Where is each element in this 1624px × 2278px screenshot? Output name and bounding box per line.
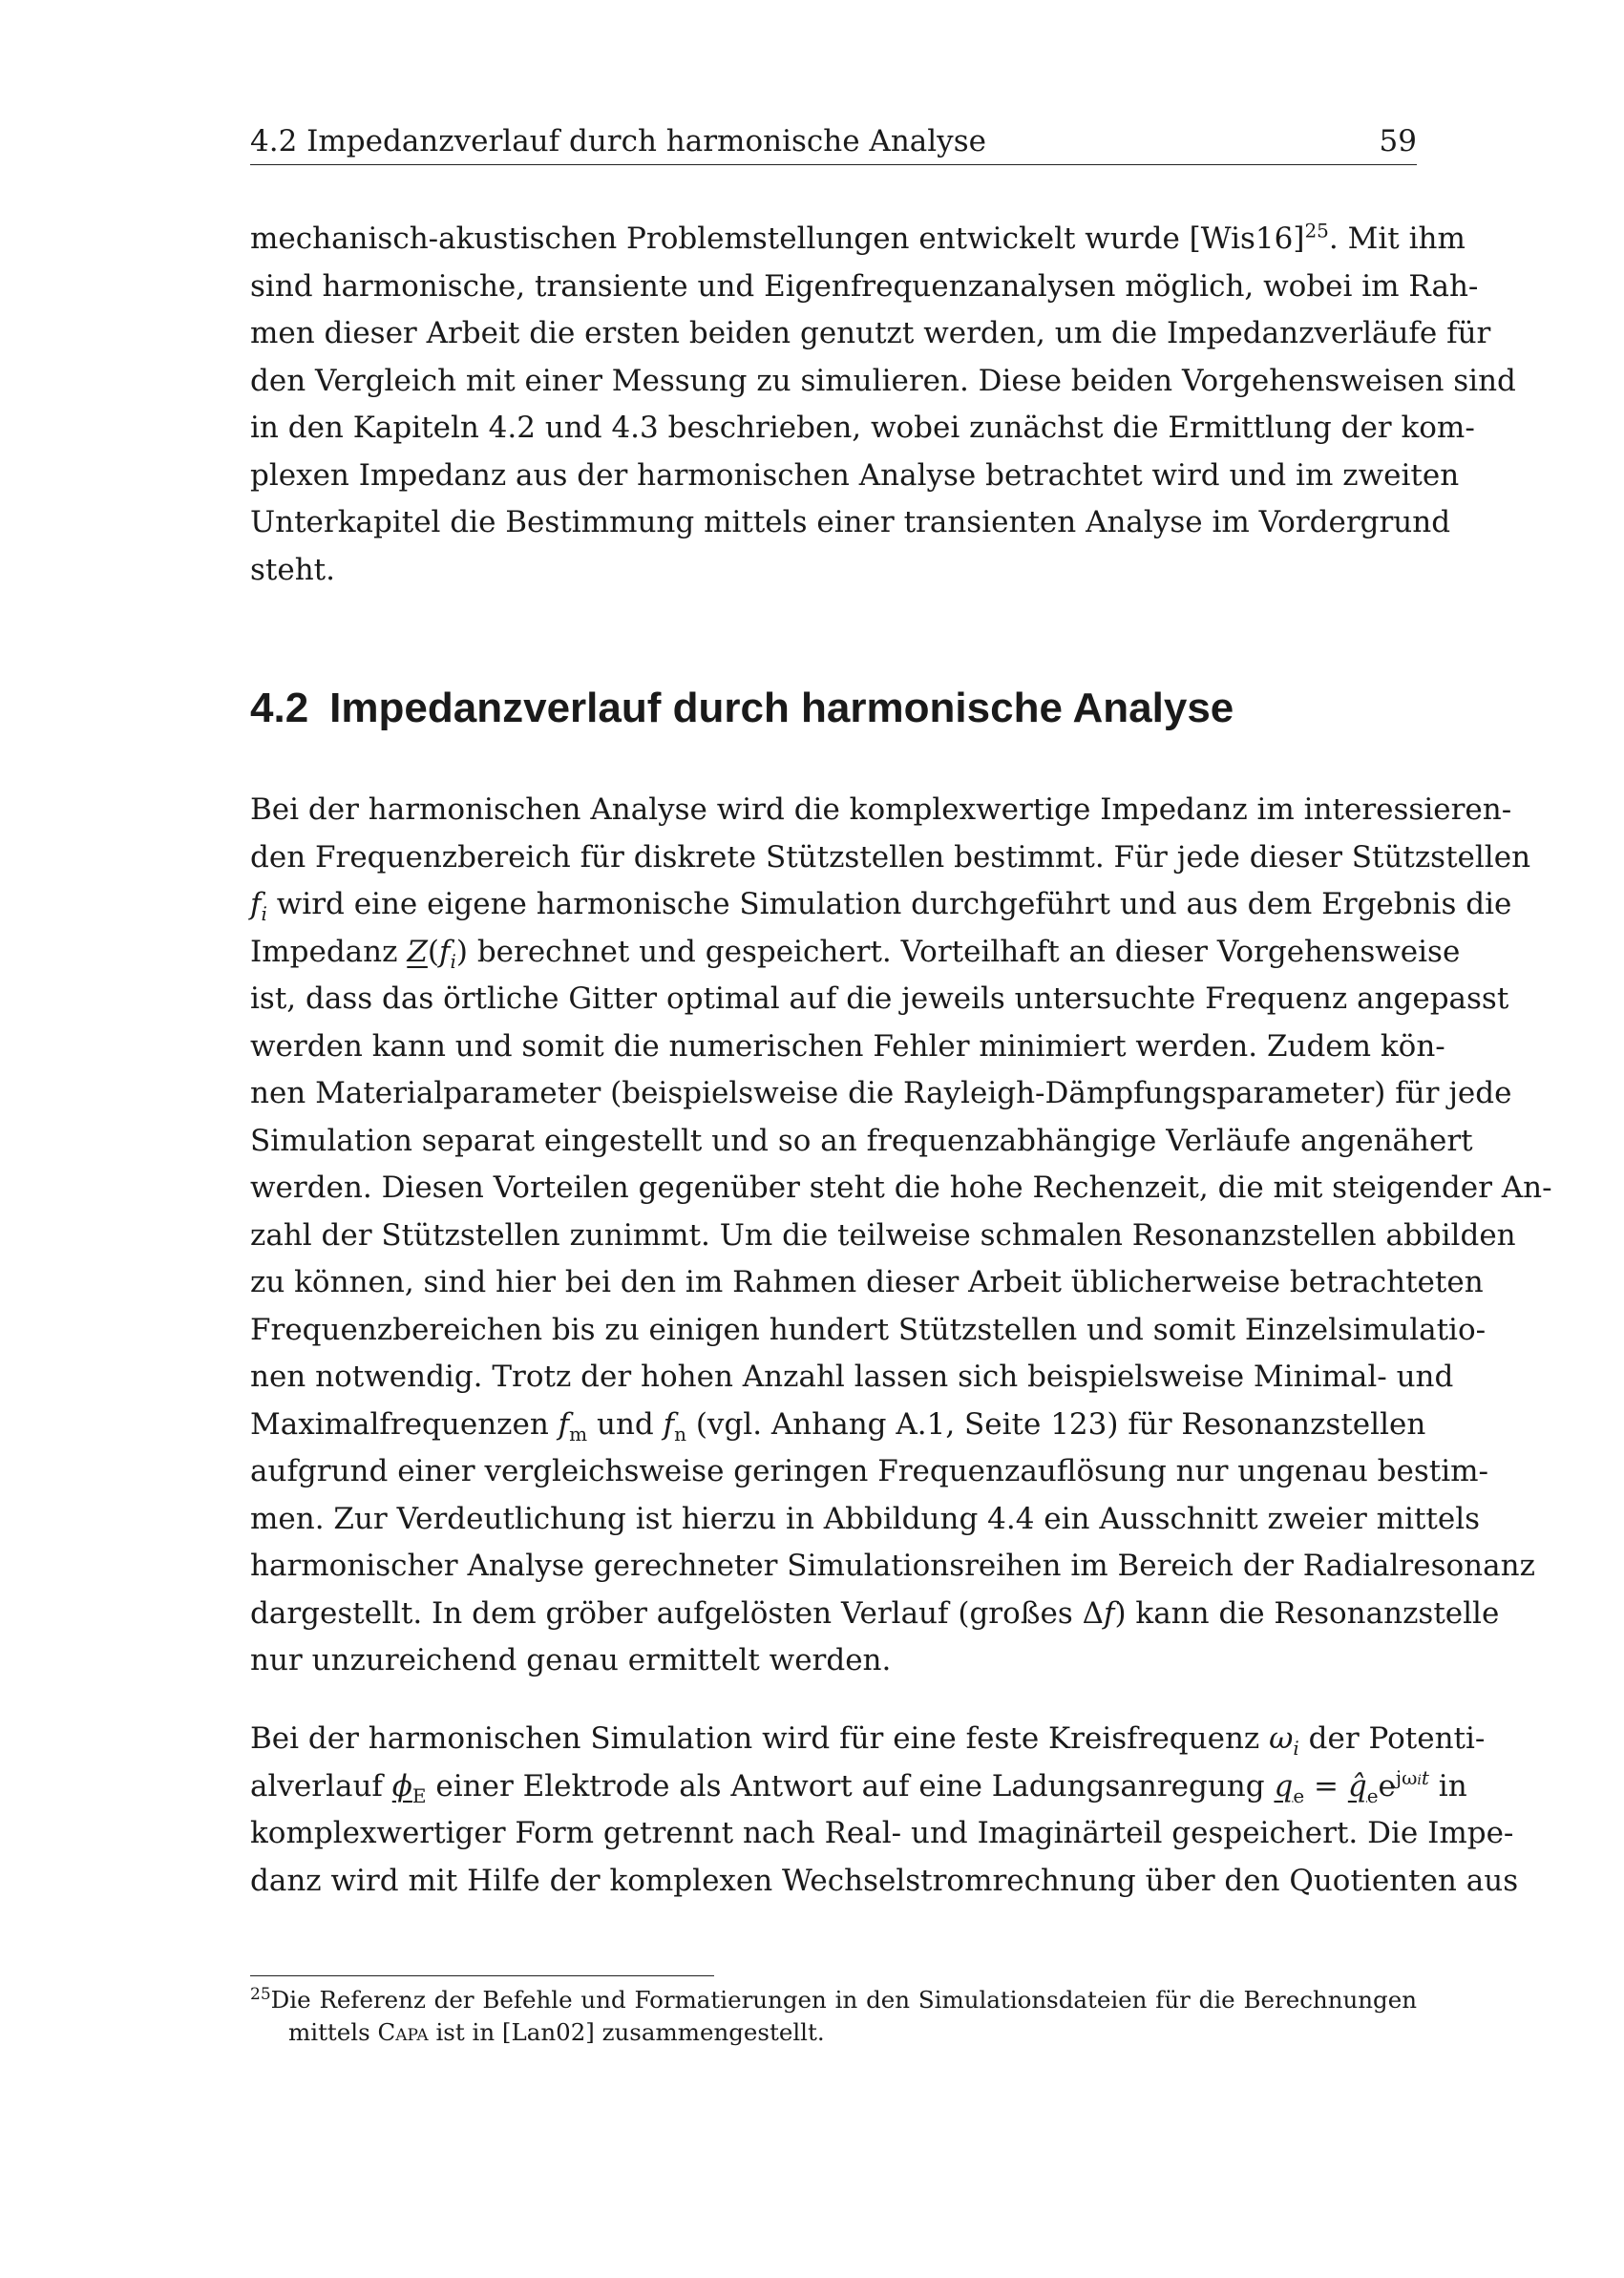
text-line: Simulation separat eingestellt und so an frequenzabhängige Verläufe angenähert bbox=[250, 1123, 1473, 1158]
text-line: $f_i$ wird eine eigene harmonische Simulation durchgeführt und aus dem Ergebnis die bbox=[250, 887, 1512, 926]
text-line: Unterkapitel die Bestimmung mittels einer transienten Analyse im Vordergrund bbox=[250, 505, 1451, 539]
text-line: mechanisch-akustischen Problemstellungen entwickelt wurde $[Wis16]^{25}$. Mit ihm bbox=[250, 219, 1466, 256]
text-line: alverlauf $\phi_E$ einer Elektrode als Antwort auf eine Ladungsanregung $q_e$ = $q̂_ee^{j\omega it}$ in bbox=[250, 1766, 1467, 1807]
text-line: dargestellt. In dem gröber aufgelösten Verlauf (großes Δf) kann die Resonanzstelle bbox=[250, 1595, 1500, 1631]
text-line: harmonischer Analyse gerechneter Simulationsreihen im Bereich der Radialresonanz bbox=[250, 1549, 1535, 1583]
text-line: zu können, sind hier bei den im Rahmen dieser Arbeit üblicherweise betrachteten bbox=[250, 1265, 1484, 1299]
footnote-mark: 25 bbox=[250, 1984, 271, 2004]
text-line: steht. bbox=[250, 552, 335, 587]
paragraph-harmonic-analysis bbox=[250, 787, 1552, 1685]
text-line: zahl der Stützstellen zunimmt. Um die teilweise schmalen Resonanzstellen abbilden bbox=[250, 1217, 1516, 1253]
section-title: Impedanzverlauf durch harmonische Analyse bbox=[329, 685, 1234, 731]
impedance-symbol: Z bbox=[407, 934, 428, 969]
text-line: Impedanz $Z(f_i)$ berechnet und gespeichert. Vorteilhaft an dieser Vorgehensweise bbox=[250, 934, 1461, 973]
text-line: werden. Diesen Vorteilen gegenüber steht die hohe Rechenzeit, die mit steigender An- bbox=[250, 1171, 1552, 1205]
text-line: sind harmonische, transiente und Eigenfrequenzanalysen möglich, wobei im Rah- bbox=[250, 268, 1479, 304]
text-line: plexen Impedanz aus der harmonischen Analyse betrachtet wird und im zweiten bbox=[250, 457, 1460, 493]
page-number: 59 bbox=[1379, 124, 1417, 158]
section-heading bbox=[250, 680, 1417, 737]
text-line: nur unzureichend genau ermittelt werden. bbox=[250, 1643, 892, 1677]
paragraph-harmonic-simulation bbox=[250, 1716, 1519, 1905]
text-line: men dieser Arbeit die ersten beiden genutzt werden, um die Impedanzverläufe für bbox=[250, 316, 1491, 350]
text-line: komplexwertiger Form getrennt nach Real- und Imaginärteil gespeichert. Die Impe- bbox=[250, 1816, 1514, 1850]
footnote-rule bbox=[250, 1975, 714, 1976]
text-line: in den Kapiteln 4.2 und 4.3 beschrieben, wobei zunächst die Ermittlung der kom- bbox=[250, 411, 1475, 445]
footnote-line: $^{25}$Die Referenz der Befehle und Formatierungen in den Simulationsdateien für die Berechnungen bbox=[250, 1984, 1417, 2014]
text-line: nen Materialparameter (beispielsweise die Rayleigh-Dämpfungsparameter) für jede bbox=[250, 1076, 1512, 1110]
running-header-title: 4.2 Impedanzverlauf durch harmonische Analyse bbox=[250, 124, 986, 158]
section-number: 4.2 bbox=[250, 685, 309, 731]
text-line: Frequenzbereichen bis zu einigen hundert Stützstellen und somit Einzelsimulatio- bbox=[250, 1312, 1487, 1347]
footnote bbox=[250, 1984, 1417, 2049]
text-line: nen notwendig. Trotz der hohen Anzahl lassen sich beispielsweise Minimal- und bbox=[250, 1360, 1454, 1394]
text-line: ist, dass das örtliche Gitter optimal auf die jeweils untersuchte Frequenz angepasst bbox=[250, 981, 1509, 1016]
text-line: Bei der harmonischen Simulation wird für eine feste Kreisfrequenz $\omega_i$ der Potenti- bbox=[250, 1721, 1486, 1761]
text-line: danz wird mit Hilfe der komplexen Wechselstromrechnung über den Quotienten aus bbox=[250, 1863, 1519, 1898]
paragraph-intro bbox=[250, 216, 1516, 594]
text-line: werden kann und somit die numerischen Fehler minimiert werden. Zudem kön- bbox=[250, 1028, 1445, 1064]
text-line: Maximalfrequenzen $f_m$ und $f_n$ (vgl. Anhang A.1, Seite 123) für Resonanzstellen bbox=[250, 1406, 1426, 1445]
text-line: Bei der harmonischen Analyse wird die komplexwertige Impedanz im interessieren- bbox=[250, 792, 1512, 827]
text-line: men. Zur Verdeutlichung ist hierzu in Abbildung 4.4 ein Ausschnitt zweier mittels bbox=[250, 1501, 1481, 1536]
footnote-ref[interactable]: 25 bbox=[1304, 219, 1329, 243]
software-name: Capa bbox=[377, 2018, 429, 2046]
text-line: aufgrund einer vergleichsweise geringen Frequenzauflösung nur ungenau bestim- bbox=[250, 1454, 1488, 1488]
footnote-line: mittels Capa ist in [Lan02] zusammengestellt. bbox=[288, 2018, 825, 2046]
text-line: den Vergleich mit einer Messung zu simulieren. Diese beiden Vorgehensweisen sind bbox=[250, 363, 1516, 398]
running-header bbox=[250, 122, 1417, 165]
text-line: den Frequenzbereich für diskrete Stützstellen bestimmt. Für jede dieser Stützstellen bbox=[250, 839, 1531, 875]
